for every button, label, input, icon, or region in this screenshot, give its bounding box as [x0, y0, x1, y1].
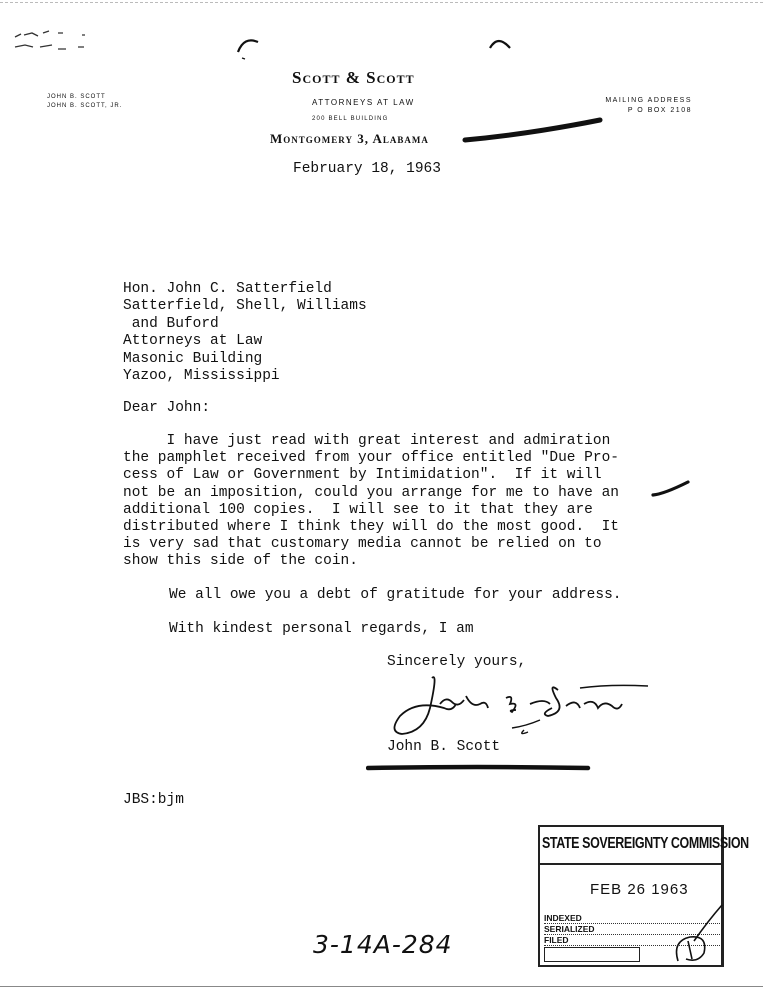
stamp-date: FEB 26 1963: [590, 881, 689, 898]
body-paragraph: [123, 433, 619, 571]
body-line: not be an imposition, could you arrange for me to have an: [123, 484, 619, 501]
stamp-title: STATE SOVEREIGNTY COMMISSION: [542, 835, 749, 852]
partner-name: JOHN B. SCOTT: [47, 94, 106, 100]
body-line: cess of Law or Government by Intimidation". If it will: [123, 467, 602, 484]
recipient-address: [123, 281, 367, 385]
stamp-field-serialized: SERIALIZED: [544, 924, 720, 935]
sovereignty-commission-stamp: [538, 825, 749, 967]
mailing-label: MAILING ADDRESS: [605, 97, 692, 104]
stamp-initials-scrawl: [668, 901, 724, 965]
address-line: Satterfield, Shell, Williams: [123, 298, 367, 315]
margin-scribble: [10, 25, 90, 60]
address-line: Hon. John C. Satterfield: [123, 281, 332, 297]
margin-check-mark: [650, 478, 692, 500]
stamp-divider: [540, 863, 722, 865]
stamp-field-indexed: INDEXED: [544, 913, 720, 924]
body-line: additional 100 copies. I will see to it that they are: [123, 501, 593, 518]
partner-name: JOHN B. SCOTT, JR.: [47, 103, 123, 109]
bottom-border: [0, 986, 763, 987]
ink-strike-line: [460, 112, 610, 148]
address-line: Yazoo, Mississippi: [123, 368, 280, 385]
stamp-field-filed: FILED: [544, 935, 720, 946]
body-line: the pamphlet received from your office entitled "Due Pro-: [123, 450, 619, 467]
top-border: [0, 2, 763, 3]
firm-name: Scott & Scott: [292, 68, 415, 87]
signer-name: John B. Scott: [387, 739, 501, 755]
partners-list: [47, 93, 122, 111]
firm-subtitle: ATTORNEYS AT LAW: [312, 98, 415, 107]
file-number: 3-14A-284: [313, 930, 453, 959]
address-line: and Buford: [123, 315, 219, 332]
body-line: distributed where I think they will do the most good. It: [123, 519, 619, 536]
closing: Sincerely yours,: [387, 654, 527, 670]
gratitude-paragraph: We all owe you a debt of gratitude for your address.: [169, 587, 622, 603]
body-line: I have just read with great interest and admiration: [123, 433, 611, 449]
signature-underline: [366, 762, 596, 774]
letter-date: February 18, 1963: [293, 161, 441, 177]
body-line: show this side of the coin.: [123, 553, 358, 570]
stamp-box: [544, 947, 640, 962]
body-line: is very sad that customary media cannot be relied on to: [123, 536, 602, 553]
salutation: Dear John:: [123, 400, 211, 416]
address-line: Attorneys at Law: [123, 333, 263, 350]
address-line: Masonic Building: [123, 350, 263, 367]
firm-building: 200 BELL BUILDING: [312, 116, 389, 122]
regards-paragraph: With kindest personal regards, I am: [169, 621, 474, 637]
handwritten-signature: [380, 668, 650, 748]
mailing-box: P O BOX 2108: [627, 107, 692, 114]
punch-mark-right: [486, 32, 514, 54]
typist-initials: JBS:bjm: [123, 792, 184, 808]
firm-city: Montgomery 3, Alabama: [270, 131, 429, 146]
punch-mark-left: [232, 30, 262, 65]
